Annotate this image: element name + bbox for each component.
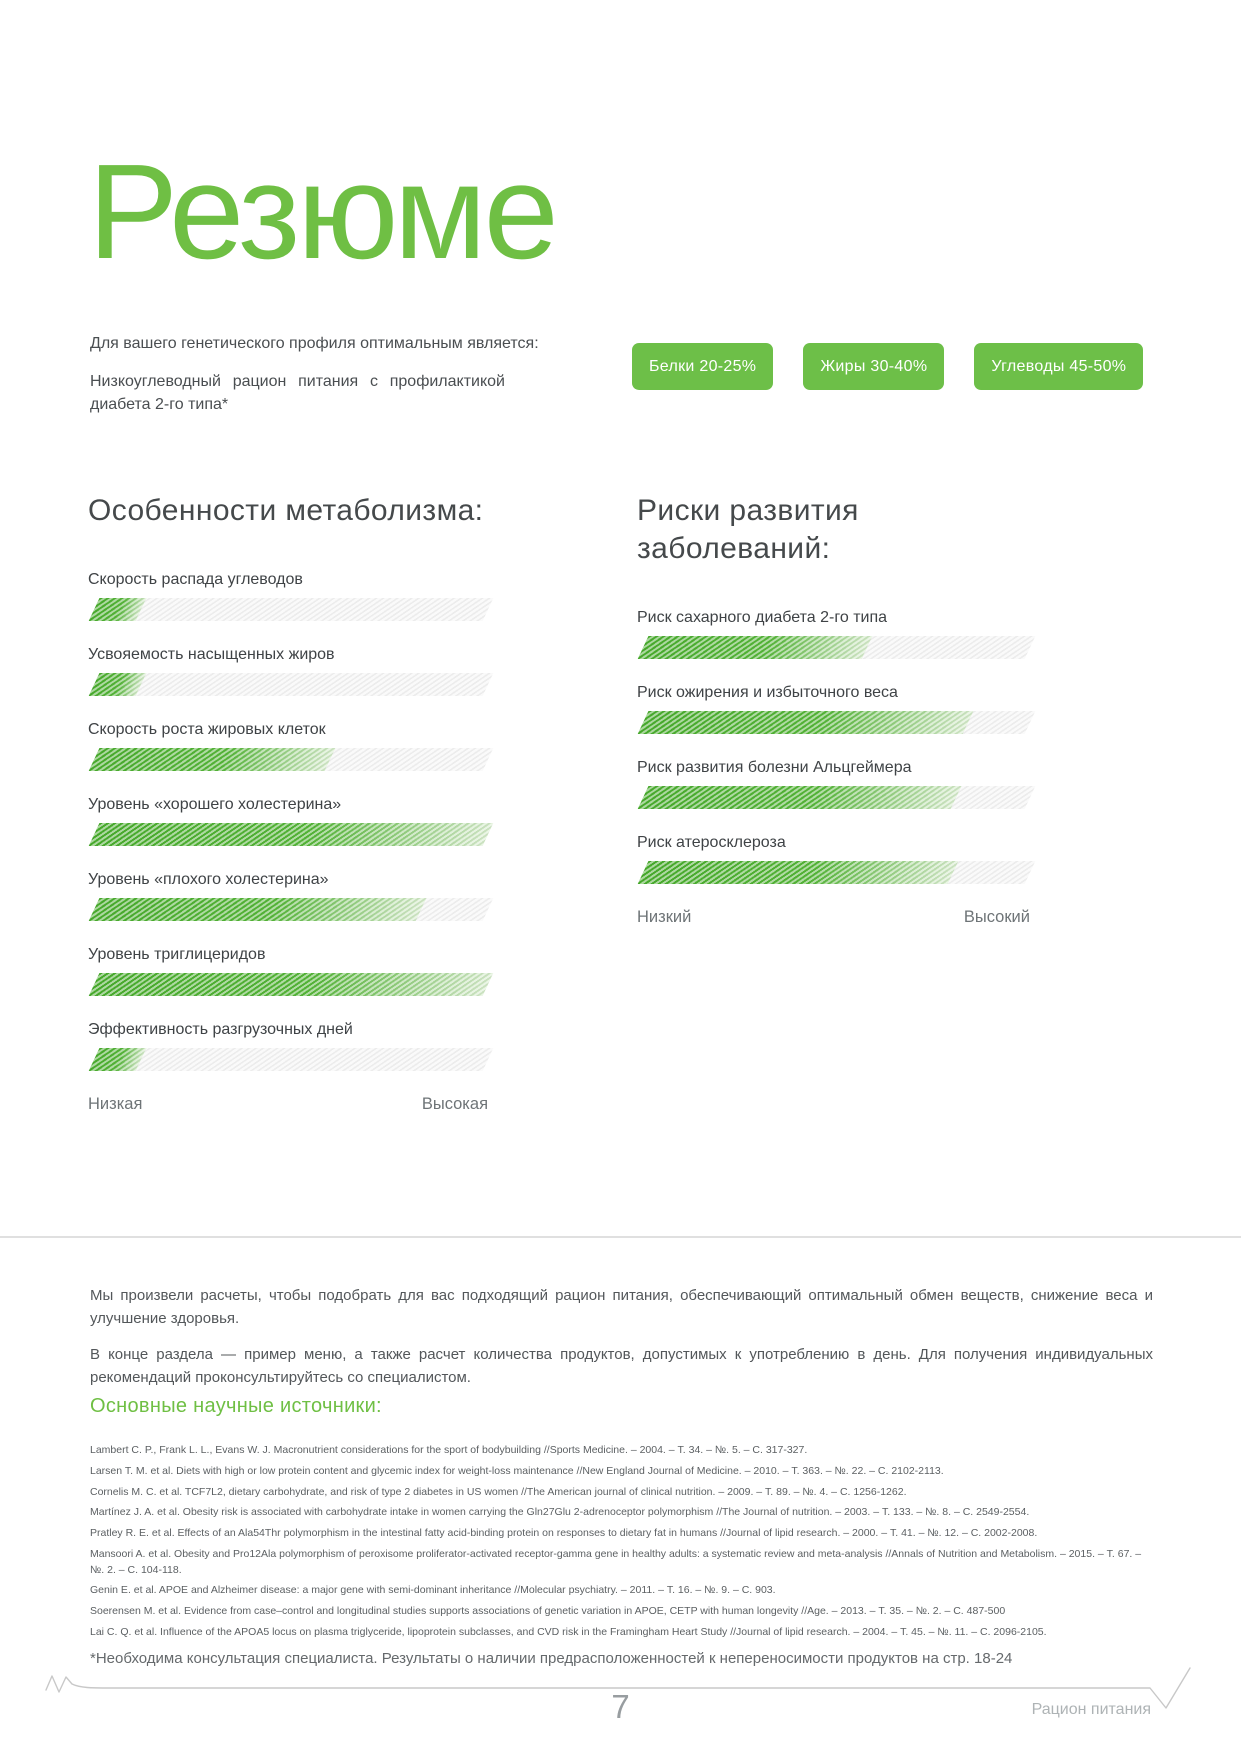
metabolism-bar-label: Скорость роста жировых клеток [88, 721, 326, 738]
source-item: Cornelis M. C. et al. TCF7L2, dietary carbohydrate, and risk of type 2 diabetes in US women //The American journal of clinical nutrition. – 2009. – Т. 89. – №. 4. – С. 1256-1262. [90, 1485, 907, 1498]
badge-proteins: Белки 20-25% [632, 343, 773, 390]
summary-paragraph-1: Мы произвели расчеты, чтобы подобрать для вас подходящий рацион питания, обеспечивающий оптимальный обмен веществ, снижение веса и улучшение здоровья. [90, 1287, 1153, 1327]
bars-section [88, 492, 1030, 1114]
source-item: Martínez J. A. et al. Obesity risk is associated with carbohydrate intake in women carrying the Gln27Glu 2-adrenoceptor polymorphism //The Journal of nutrition. – 2003. – Т. 133. – №. 8. – С. 2549-2554. [90, 1506, 1030, 1519]
metabolism-bar-group [88, 720, 488, 771]
metabolism-bar-track [89, 1048, 494, 1071]
risk-bar-label: Риск ожирения и избыточного веса [637, 684, 898, 701]
metabolism-bar-label: Уровень триглицеридов [88, 946, 266, 963]
risk-bar-fill [638, 786, 962, 809]
metabolism-bar-fill [89, 748, 336, 771]
footnote-text: *Необходима консультация специалиста. Результаты о наличии предрасположенностей к непереносимости продуктов на стр. 18-24 [90, 1650, 1013, 1667]
scale-min-label: Низкая [88, 1095, 143, 1113]
metabolism-bar-label: Уровень «плохого холестерина» [88, 871, 329, 888]
risk-bar-group [637, 758, 1030, 809]
source-item: Mansoori A. et al. Obesity and Pro12Ala polymorphism of peroxisome proliferator-activated receptor-gamma gene in healthy adults: a systematic review and meta-analysis //Annals of Nutrition and Metabolism. – 2015. – Т. 67. – №. 2. – С. 104-118. [90, 1547, 1142, 1576]
risk-bar-track [638, 861, 1036, 884]
metabolism-bar-fill [89, 598, 147, 621]
risk-bar-fill [638, 861, 958, 884]
risk-bar-fill [638, 711, 974, 734]
risk-bar-group [637, 683, 1030, 734]
scale-min-label: Низкий [637, 908, 692, 926]
metabolism-heading: Особенности метаболизма: [88, 494, 484, 527]
metabolism-bar-track [89, 898, 494, 921]
macronutrient-badges [632, 343, 1143, 390]
metabolism-bar-label: Усвояемость насыщенных жиров [88, 646, 335, 663]
risk-bar-track [638, 786, 1036, 809]
metabolism-bar-fill [89, 973, 494, 996]
risk-bar-track [638, 636, 1036, 659]
summary-paragraph-2: В конце раздела — пример меню, а также расчет количества продуктов, допустимых к употреблению в день. Для получения индивидуальных рекомендаций проконсультируйтесь со специалистом. [90, 1346, 1153, 1386]
risks-column [637, 492, 1030, 1114]
metabolism-bar-label: Уровень «хорошего холестерина» [88, 796, 342, 813]
metabolism-bar-group [88, 570, 488, 621]
metabolism-bar-group [88, 945, 488, 996]
risk-bar-track [638, 711, 1036, 734]
risks-heading: Риски развития заболеваний: [637, 494, 859, 565]
metabolism-bar-track [89, 748, 494, 771]
metabolism-bar-track [89, 673, 494, 696]
source-item: Lambert C. P., Frank L. L., Evans W. J. Macronutrient considerations for the sport of bodybuilding //Sports Medicine. – 2004. – Т. 34. – №. 5. – С. 317-327. [90, 1444, 808, 1456]
metabolism-bar-track [89, 598, 494, 621]
scale-max-label: Высокая [421, 1095, 488, 1113]
badge-carbs: Углеводы 45-50% [974, 343, 1143, 390]
source-item: Lai C. Q. et al. Influence of the APOA5 locus on plasma triglyceride, lipoprotein subclasses, and CVD risk in the Framingham Heart Study //Journal of lipid research. – 2004. – Т. 45. – №. 11. – С. 2096-2105. [90, 1625, 1047, 1638]
metabolism-bar-track [89, 973, 494, 996]
sources-list [90, 1443, 1153, 1646]
risk-bar-fill [638, 636, 873, 659]
risk-bar-label: Риск атеросклероза [637, 834, 786, 851]
risks-scale [637, 908, 1030, 927]
metabolism-bar-group [88, 645, 488, 696]
metabolism-bar-track [89, 823, 494, 846]
metabolism-column [88, 492, 488, 1114]
metabolism-bar-group [88, 870, 488, 921]
badge-fats: Жиры 30-40% [803, 343, 944, 390]
page-title: Резюме [88, 136, 556, 287]
metabolism-bar-fill [89, 673, 147, 696]
risk-bar-label: Риск сахарного диабета 2-го типа [637, 609, 888, 626]
metabolism-bar-fill [89, 898, 427, 921]
metabolism-bar-fill [89, 1048, 147, 1071]
source-item: Soerensen M. et al. Evidence from case–control and longitudinal studies supports associations of genetic variation in APOE, CETP with human longevity //Age. – 2013. – Т. 35. – №. 2. – С. 487-500 [90, 1605, 1006, 1617]
metabolism-bar-group [88, 795, 488, 846]
source-item: Genin E. et al. APOE and Alzheimer disease: a major gene with semi-dominant inheritance //Molecular psychiatry. – 2011. – Т. 16. – №. 9. – С. 903. [90, 1584, 776, 1597]
metabolism-bar-fill [89, 823, 494, 846]
metabolism-scale [88, 1095, 488, 1114]
risk-bar-group [637, 833, 1030, 884]
footer-section-label: Рацион питания [1031, 1701, 1151, 1718]
page-number: 7 [611, 1688, 630, 1725]
source-item: Pratley R. E. et al. Effects of an Ala54Thr polymorphism in the intestinal fatty acid-binding protein on responses to dietary fat in humans //Journal of lipid research. – 2000. – Т. 41. – №. 12. – С. 2002-2008. [90, 1527, 1038, 1539]
source-item: Larsen T. M. et al. Diets with high or low protein content and glycemic index for weight-loss maintenance //New England Journal of Medicine. – 2010. – Т. 363. – №. 22. – С. 2102-2113. [90, 1464, 944, 1477]
risk-bar-label: Риск развития болезни Альцгеймера [637, 759, 912, 776]
intro-recommendation-text: Низкоуглеводный рацион питания с профилактикой диабета 2-го типа* [90, 373, 505, 414]
risk-bar-group [637, 608, 1030, 659]
section-divider [0, 1236, 1241, 1238]
summary-block [90, 1285, 1153, 1389]
scale-max-label: Высокий [963, 908, 1030, 926]
metabolism-bar-label: Эффективность разгрузочных дней [88, 1021, 353, 1038]
intro-lead-text: Для вашего генетического профиля оптимальным является: [90, 335, 539, 352]
metabolism-bar-group [88, 1020, 488, 1071]
sources-heading: Основные научные источники: [90, 1395, 382, 1417]
metabolism-bar-label: Скорость распада углеводов [88, 571, 303, 588]
